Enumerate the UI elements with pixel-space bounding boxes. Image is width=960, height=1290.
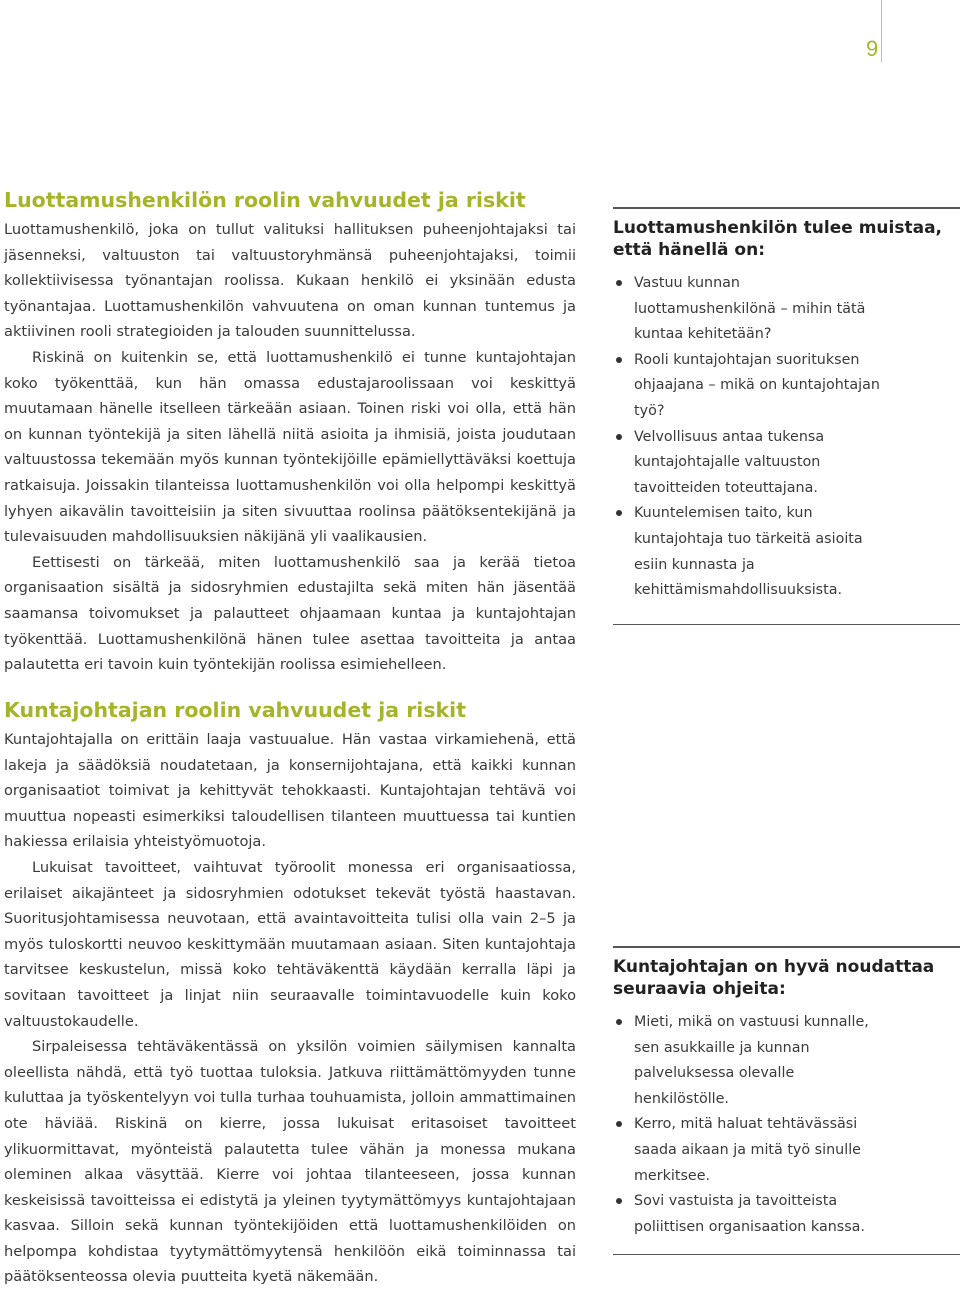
bullet-icon (616, 510, 622, 516)
paragraph: Sirpaleisessa tehtäväkentässä on yksilön voimien säilymisen kannalta oleellista nähdä, että työ tuottaa tuloksia. Jatkuva riittämättömyyden tunne kuluttaa ja työskentelyyn voi tulla turhaa touhuamista, jolloin ammattimainen ote häviää. Riskinä on kierre, jossa lukuisat eritasoiset tavoitteet ylikuormittavat, myönteistä palautetta tulee vähän ja monessa mukana oleminen alkaa väsyttää. Kierre voi johtaa tilanteeseen, jossa kunnan keskeisissä tavoitteissa ei edistytä ja yleinen tyytymättömyys kuntajohtajaan kasvaa. Silloin sekä kunnan työntekijöiden että luottamushenkilöiden on helpompa kohdistaa tyytymättömyytensä henkilöön eikä toiminnassa tai päätöksenteossa olevia puutteita kyetä näkemään. (4, 1038, 576, 1286)
list-item: Rooli kuntajohtajan suorituksen ohjaajana – mikä on kuntajohtajan työ? (613, 348, 884, 425)
list-item: Kerro, mitä haluat tehtävässäsi saada aikaan ja mitä työ sinulle merkitsee. (613, 1112, 884, 1189)
paragraph: Riskinä on kuitenkin se, että luottamushenkilö ei tunne kuntajohtajan koko työkenttää, kun hän omassa edustajaroolissaan voi keskittyä muutamaan hänelle itselleen tärkeään asiaan. Toinen riski voi olla, että hän on kunnan työntekijä ja siten lähellä niitä asioita ja ihmisiä, joista joudutaan valtuustossa tekemään myös kunnan työntekijöille epämiellyttäväksi koettuja ratkaisuja. Joissakin tilanteissa luottamushenkilön voi olla helpompi keskittyä lyhyen aikavälin tavoitteisiin ja siten sivuuttaa roolinsa päätöksentekijänä ja tulevaisuuden mahdollisuuksien näkijänä yli vaalikausien. (4, 348, 576, 546)
section-heading: Luottamushenkilön roolin vahvuudet ja riskit (4, 188, 526, 212)
box-top-rule (613, 946, 960, 948)
paragraph: Luottamushenkilö, joka on tullut valituksi hallituksen puheenjohtajaksi tai jäsenneksi, valtuuston tai valtuustoryhmänsä puheenjohtajaksi, toimii kollektiivisessa työnantajan roolissa. Kukaan henkilö ei yksinään edusta työnantajaa. Luottamushenkilön vahvuutena on oman kunnan tuntemus ja aktiivinen rooli strategioiden ja talouden suunnittelussa. (4, 221, 576, 341)
list-item: Sovi vastuista ja tavoitteista poliittisen organisaation kanssa. (613, 1189, 884, 1240)
page-number: 9 (866, 36, 879, 61)
list-item: Mieti, mikä on vastuusi kunnalle, sen asukkaille ja kunnan palveluksessa olevalle henkilöstölle. (613, 1010, 884, 1112)
paragraph: Lukuisat tavoitteet, vaihtuvat työroolit monessa eri organisaatiossa, erilaiset aikajänteet ja sidosryhmien odotukset tekevät työstä haastavan. Suoritusjohtamisessa neuvotaan, että avaintavoitteita tulisi olla vain 2–5 ja myös tuloskortti neuvoo keskittymään muutamaan asiaan. Siten kuntajohtaja tarvitsee keskustelun, missä koko tehtäväkenttä käydään kerralla läpi ja sovitaan tavoitteet ja linjat niin seuraavalle toimintavuodelle kuin koko valtuustokaudelle. (4, 858, 576, 1030)
box-heading: Luottamushenkilön tulee muistaa, että hänellä on: (613, 218, 942, 260)
box-heading: Kuntajohtajan on hyvä noudattaa seuraavia ohjeita: (613, 957, 935, 999)
box-list (613, 1010, 960, 1240)
box-bottom-rule (613, 624, 960, 625)
bullet-icon (616, 1121, 622, 1127)
bullet-icon (616, 1019, 622, 1025)
section-heading: Kuntajohtajan roolin vahvuudet ja riskit (4, 698, 466, 722)
bullet-icon (616, 357, 622, 363)
box-list (613, 271, 960, 604)
section-luottamushenkilo (4, 187, 576, 678)
list-item: Vastuu kunnan luottamushenkilönä – mihin tätä kuntaa kehitetään? (613, 271, 884, 348)
paragraph: Eettisesti on tärkeää, miten luottamushenkilö saa ja kerää tietoa organisaation sisältä ja sidosryhmien edustajilta sekä miten hän jäsentää saamansa toivomukset ja palautteet ohjaamaan kuntaa ja kuntajohtajan työkenttää. Luottamushenkilönä hänen tulee asettaa tavoitteita ja antaa palautetta eri tavoin kuin työntekijän roolissa esimiehelleen. (4, 553, 576, 674)
page-number-rule (881, 0, 882, 62)
sidebar-box-luottamushenkilo (613, 207, 960, 625)
box-bottom-rule (613, 1254, 960, 1255)
bullet-icon (616, 434, 622, 440)
section-kuntajohtaja (4, 697, 576, 1290)
paragraph: Kuntajohtajalla on erittäin laaja vastuualue. Hän vastaa virkamiehenä, että lakeja ja säädöksiä noudatetaan, ja konsernijohtajana, että kaikki kunnan organisaatiot toimivat ja kehittyvät tehokkaasti. Kuntajohtajan tehtävä voi muuttua nopeasti esimerkiksi taloudellisen tilanteen muuttuessa tai kuntien hakiessa erilaisia yhteistyömuotoja. (4, 731, 576, 851)
sidebar-box-kuntajohtaja (613, 946, 960, 1255)
box-top-rule (613, 207, 960, 209)
bullet-icon (616, 1198, 622, 1204)
list-item: Kuuntelemisen taito, kun kuntajohtaja tuo tärkeitä asioita esiin kunnasta ja kehittämismahdollisuuksista. (613, 501, 884, 603)
bullet-icon (616, 280, 622, 286)
list-item: Velvollisuus antaa tukensa kuntajohtajalle valtuuston tavoitteiden toteuttajana. (613, 425, 884, 502)
